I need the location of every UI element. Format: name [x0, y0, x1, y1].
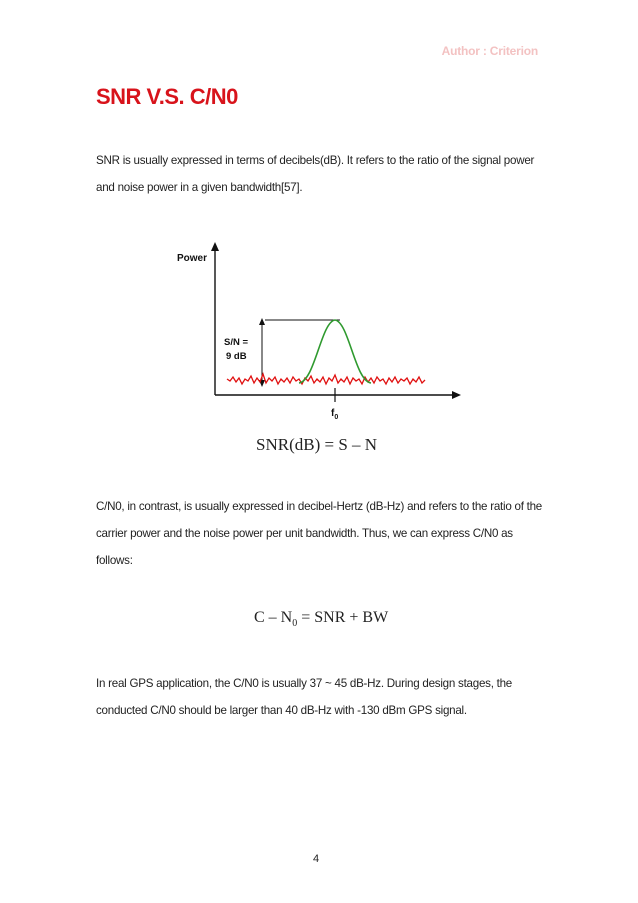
y-axis-arrow — [211, 242, 219, 251]
equation-snr: SNR(dB) = S – N — [256, 435, 378, 454]
x-axis-arrow — [452, 391, 461, 399]
paragraph-cn0-definition: C/N0, in contrast, is usually expressed in decibel-Hertz (dB-Hz) and refers to the ratio of the carrier power and the noise power per unit bandwidth. Thus, we can express C/N0 as follows: — [96, 500, 543, 567]
page-number: 4 — [313, 853, 320, 865]
snr-label-line1: S/N = — [224, 337, 249, 348]
y-axis-label: Power — [177, 253, 208, 264]
page-title: SNR V.S. C/N0 — [96, 84, 238, 109]
f0-label: $f_0$ — [331, 408, 339, 421]
equation-cn0-sub: 0 — [292, 618, 298, 630]
snr-label-line2: 9 dB — [226, 351, 247, 362]
equation-cn0 — [254, 609, 388, 629]
equation-cn0-left: C – N — [254, 609, 293, 626]
author-header: Author : Criterion — [441, 44, 538, 58]
noise-trace — [227, 374, 425, 384]
paragraph-snr-definition: SNR is usually expressed in terms of decibels(dB). It refers to the ratio of the signal power and noise power in a given bandwidth[57]. — [96, 154, 535, 194]
snr-arrow-top — [259, 318, 265, 325]
paragraph-gps-cn0: In real GPS application, the C/N0 is usually 37 ~ 45 dB-Hz. During design stages, the conducted C/N0 should be larger than 40 dB-Hz with -130 dBm GPS signal. — [96, 677, 513, 717]
equation-cn0-right: = SNR + BW — [297, 609, 389, 626]
snr-figure — [175, 238, 465, 423]
